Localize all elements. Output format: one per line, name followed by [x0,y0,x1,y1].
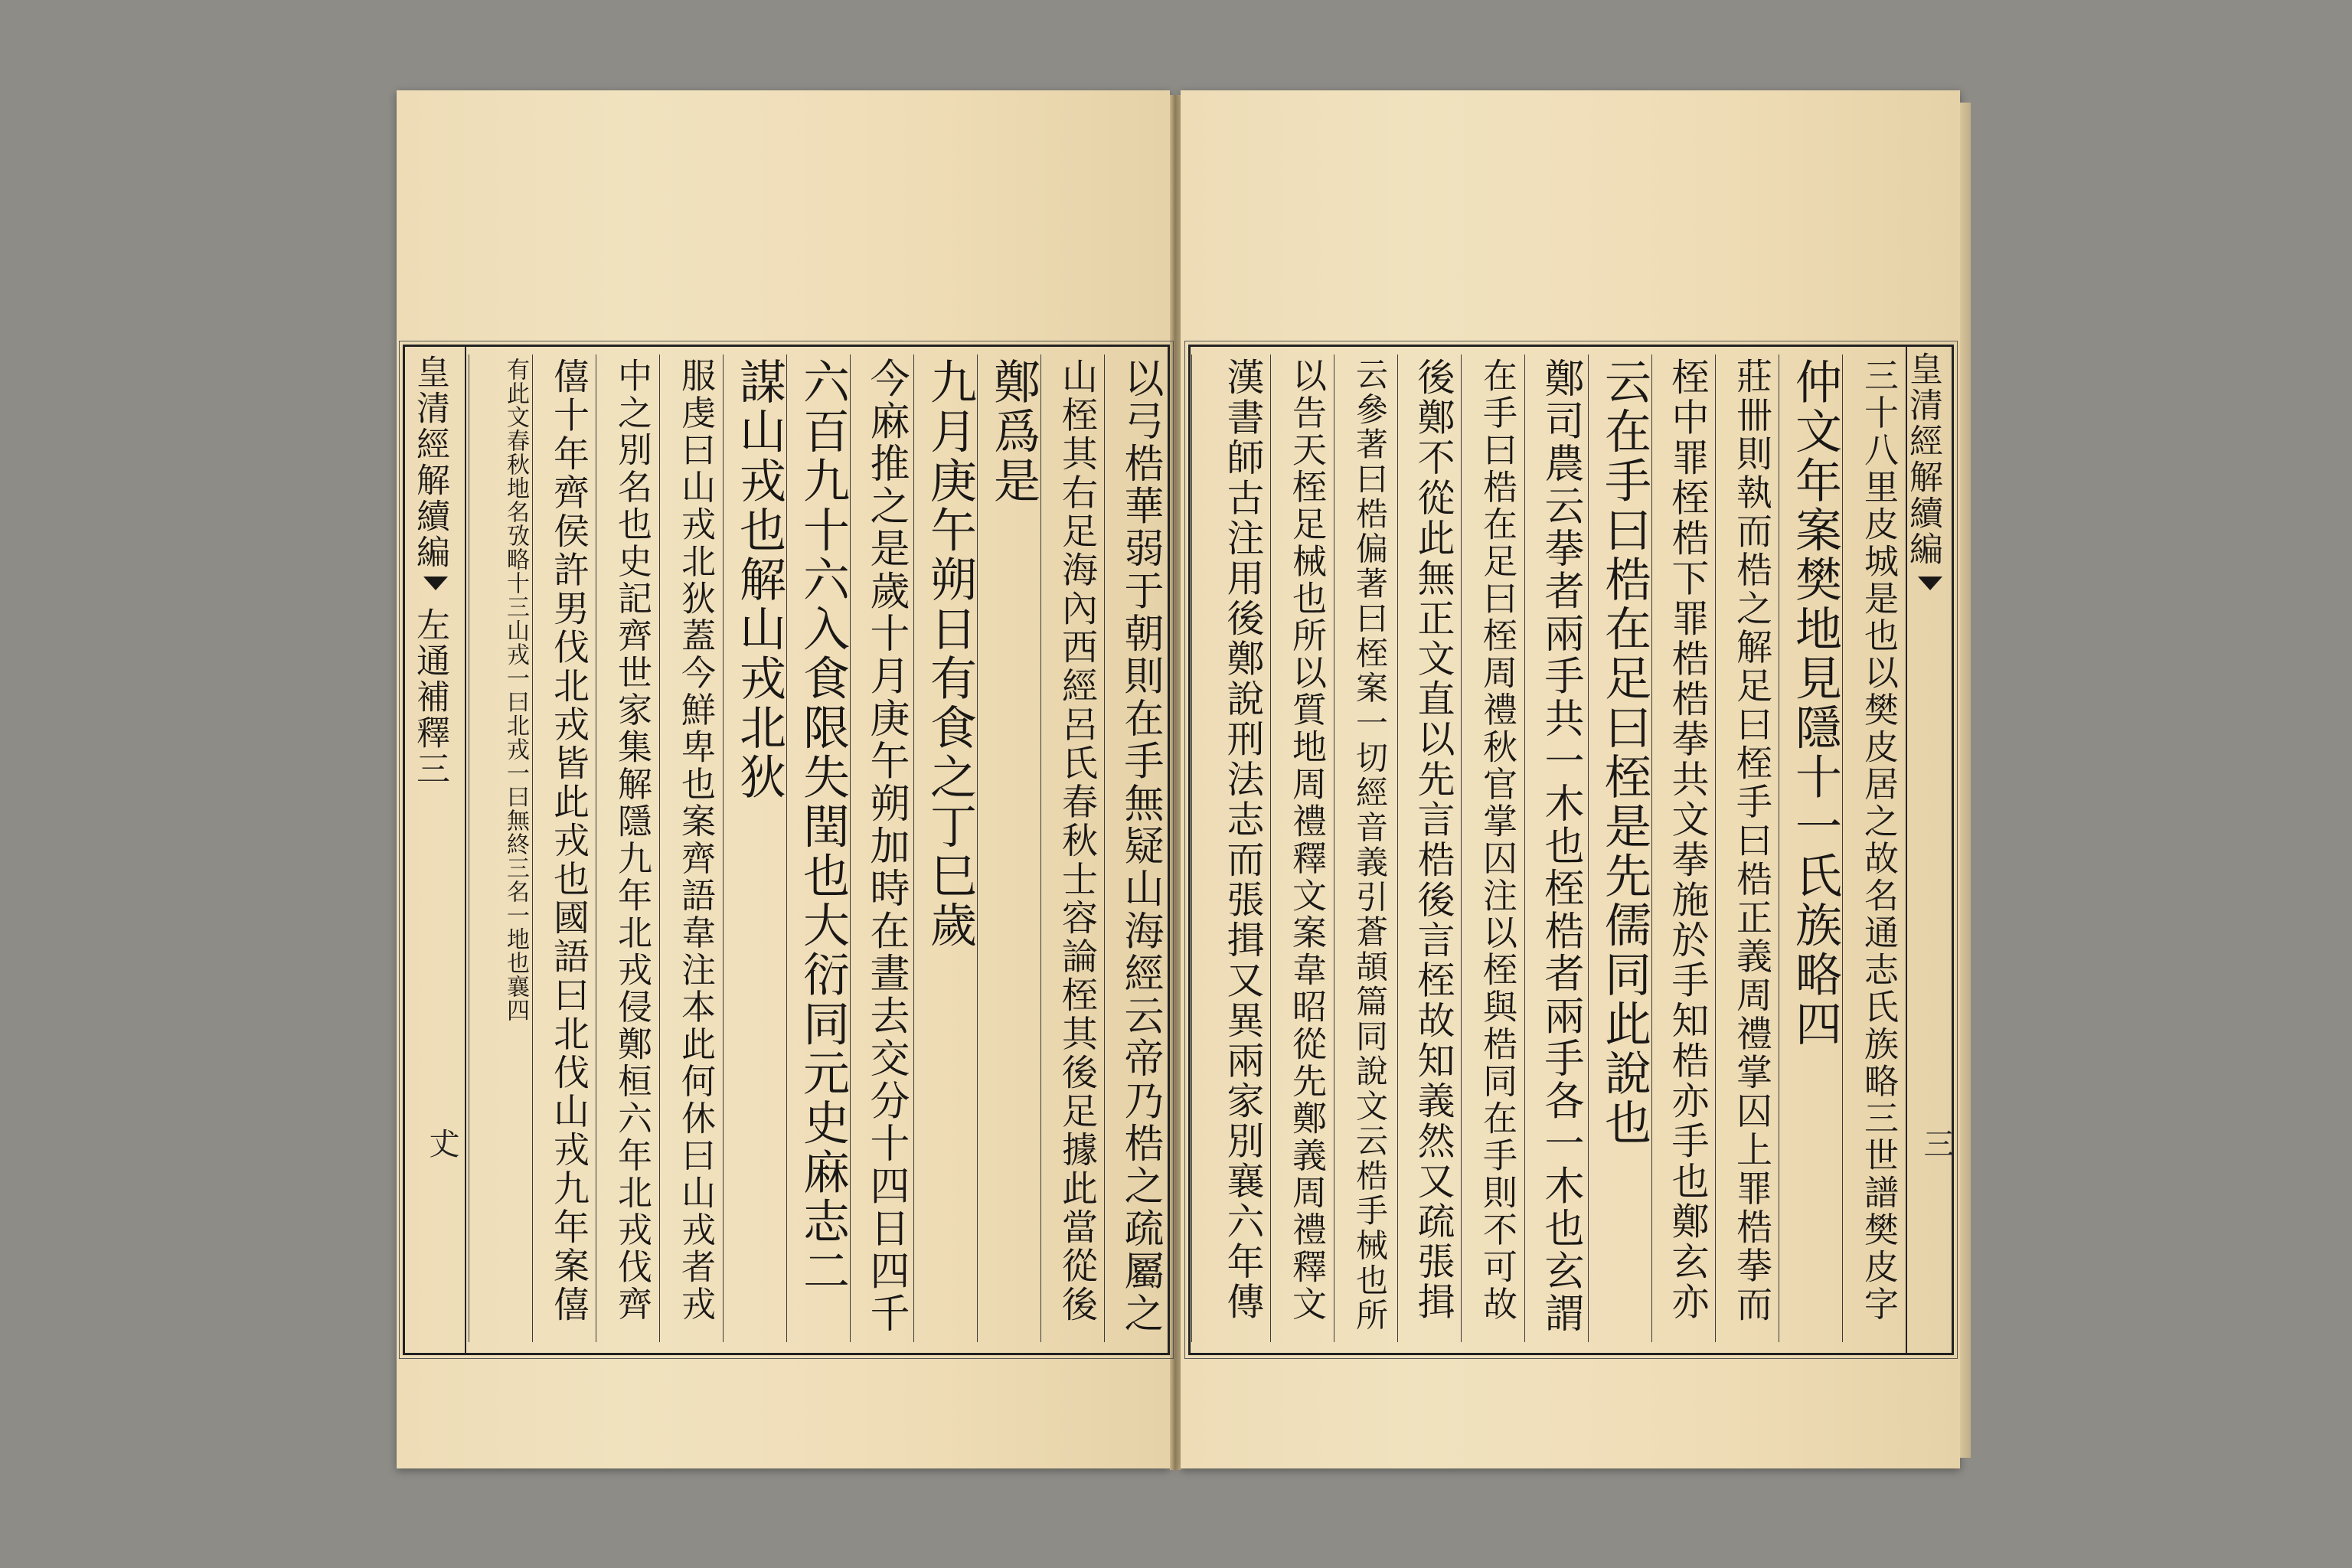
text-column [1397,354,1461,1342]
column-text: 僖十年齊侯許男伐北戎皆此戎也國語曰北伐山戎九年案僖 [547,358,590,1325]
column-text: 山桎其右足海內西經呂氏春秋士容論桎其後足據此當從後 [1056,358,1098,1325]
text-column [723,354,786,1342]
right-page-frame [1188,345,1954,1355]
text-column [786,354,850,1342]
text-column [532,354,596,1342]
column-text: 仲文年案樊地見隱十一氏族略四 [1788,358,1842,1049]
text-column [1715,354,1779,1342]
column-text: 今麻推之是歲十月庚午朔加時在晝去交分十四日四千 [863,358,909,1335]
column-text: 九月庚午朔日有食之丁巳歲 [923,358,977,950]
text-column [850,354,913,1342]
column-text: 以告天桎足械也所以質地周禮釋文案韋昭從先鄭義周禮釋文 [1286,358,1327,1323]
text-column [1270,354,1334,1342]
book-title: 皇清經解續編 [1903,351,1942,567]
column-text: 六百九十六入食限失閏也大衍同元史麻志二 [795,358,850,1296]
text-column [1651,354,1715,1342]
column-text: 以弓梏華弱于朝則在手無疑山海經云帝乃梏之疏屬之 [1117,358,1163,1335]
text-column [977,354,1040,1342]
column-text: 有此文春秋地名攷略十三山戎一曰北戎一曰無終三名一地也襄四 [502,358,529,1022]
column-text: 鄭爲是 [986,358,1040,506]
book-gutter [1170,95,1181,1470]
column-text: 鄭司農云拲者兩手共一木也桎梏者兩手各一木也玄謂 [1537,358,1583,1335]
margin-column [405,347,466,1353]
left-page-frame [403,345,1170,1355]
column-text: 云參著曰梏偏著曰桎案一切經音義引蒼頡篇同說文云梏手械也所 [1351,358,1389,1333]
text-column [1334,354,1397,1342]
column-text: 桎中罪桎梏下罪梏梏拲共文拲施於手知梏亦手也鄭玄亦 [1666,358,1710,1322]
text-column [469,354,532,1342]
text-column [1842,354,1906,1342]
column-text: 服虔曰山戎北狄蓋今鮮卑也案齊語韋注本此何休曰山戎者戎 [675,358,716,1323]
folio-number: 三 [1919,1128,1954,1158]
column-text: 在手曰梏在足曰桎周禮秋官掌囚注以桎與梏同在手則不可故 [1477,358,1517,1323]
text-column [1191,354,1270,1342]
fishtail-mark [1918,577,1942,590]
folio-number: 𠀋 [424,1128,459,1158]
column-text: 後鄭不從此無正文直以先言梏後言桎故知義然又疏張揖 [1412,358,1455,1322]
text-column [1588,354,1651,1342]
column-text: 中之別名也史記齊世家集解隱九年北戎侵鄭桓六年北戎伐齊 [612,358,652,1323]
text-column [659,354,723,1342]
fishtail-mark [423,577,448,590]
text-column [1524,354,1588,1342]
text-column [1040,354,1104,1342]
text-column [596,354,659,1342]
margin-column [1903,347,1954,1353]
column-text: 漢書師古注用後鄭說刑法志而張揖又異兩家別襄六年傳 [1221,358,1265,1322]
column-text: 莊卌則執而梏之解足曰桎手曰梏正義周禮掌囚上罪梏拲而 [1730,358,1772,1325]
column-text: 謀山戎也解山戎北狄 [732,358,786,802]
book-title: 皇清經解續編 [410,354,449,570]
text-column [1104,354,1168,1342]
text-column [1461,354,1524,1342]
column-text: 云在手曰梏在足曰桎是先儒同此說也 [1597,358,1651,1148]
section-title: 左通補釋三 [410,607,449,787]
text-column [1779,354,1842,1342]
column-text: 三十八里皮城是也以樊皮居之故名通志氏族略三世譜樊皮字 [1858,358,1899,1323]
text-column [913,354,977,1342]
